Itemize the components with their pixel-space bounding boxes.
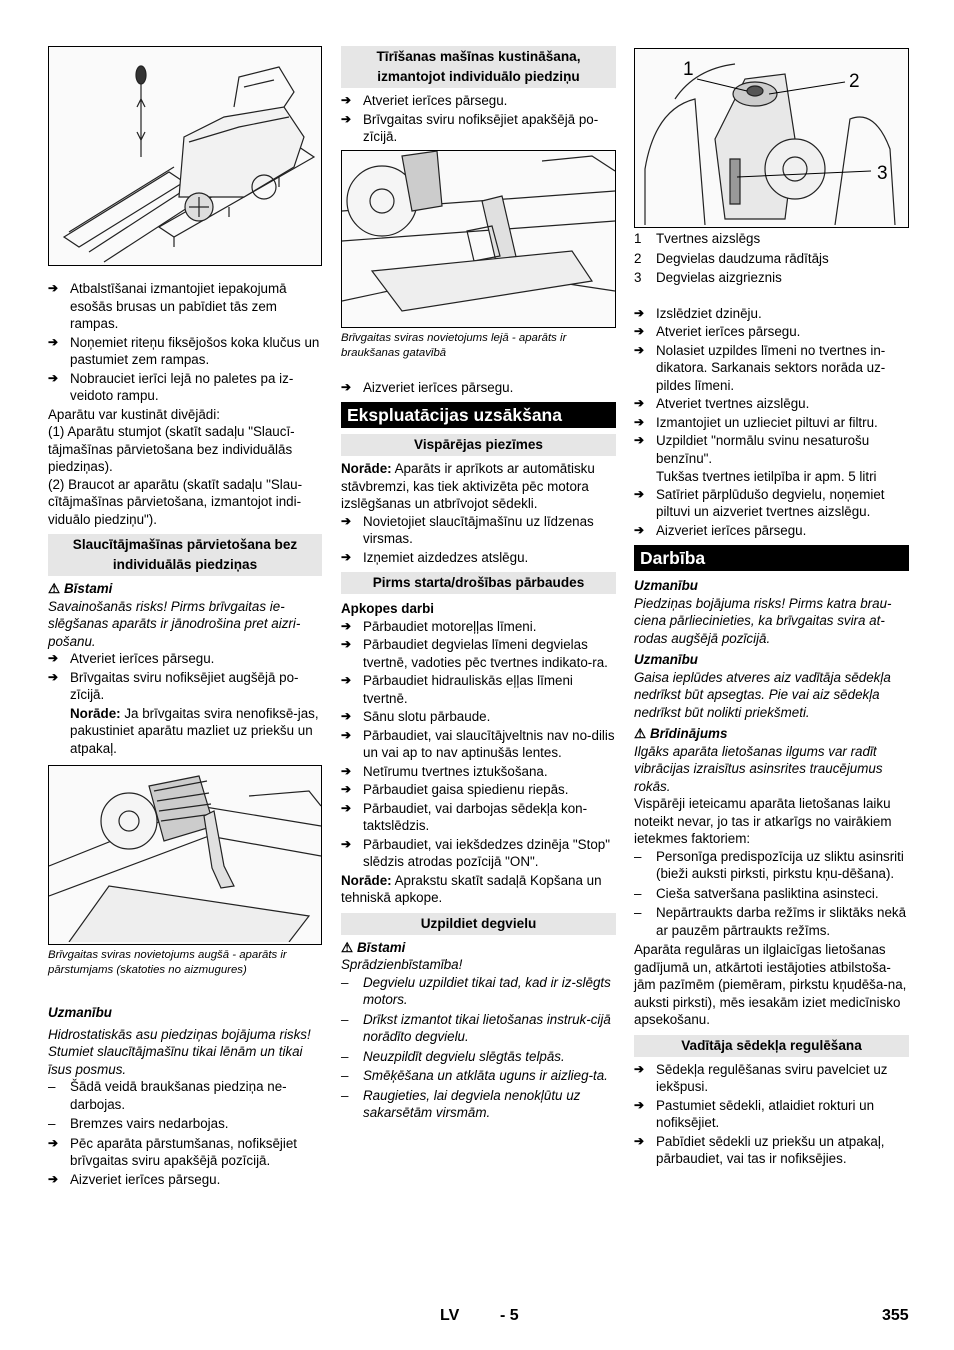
warning-heading [634,725,909,743]
paragraph-vibration: Vispārēji ieteicamu aparāta lietošanas laiku noteikt nevar, jo tas ir atkarīgs no vairākiem ietekmes faktoriem: [634,796,892,846]
list-item: – Drīkst izmantot tikai lietošanas instruk-cijā norādīto degvielu. [341,1011,616,1046]
column-1 [48,46,322,1189]
list-item: ➔ Atveriet ierīces pārsegu. [634,323,909,341]
list-item: ➔ Atveriet ierīces pārsegu. [48,650,322,668]
figure-fuel-tank [634,48,909,228]
paragraph-medical: Aparāta regulāras un ilglaicīgas lietošanas gadījumā un, atkārtoti iestājoties atbilstoša-jām pazīmēm (piemēram, pirkstu kņudēša-na, auksti pirksti), mēs iesakām iziet medicīnisko apsekošanu. [634,942,907,1027]
list-item: ➔ Satīriet pārplūdušo degvielu, noņemiet piltuvi un aizveriet tvertnes aizslēgu. [634,486,909,521]
list-item: ➔ Pārbaudiet, vai slaucītājveltnis nav no-dilis un vai ap to nav aptinušās lentes. [341,727,616,762]
legend-number: 2 [634,250,642,266]
legend-text: Degvielas daudzuma rādītājs [656,250,829,266]
list-item: ➔ Aizveriet ierīces pārsegu. [48,1171,322,1189]
list-item: ➔ Noņemiet riteņu fiksējošos koka klučus un pastumiet zem rampas. [48,334,322,369]
list-item: ➔ Izmantojiet un uzlieciet piltuvi ar filtru. [634,414,909,432]
caution-label: Uzmanību [48,1005,112,1020]
caution-label: Uzmanību [634,652,698,667]
note-label: Norāde: [70,705,121,721]
heading-fuel: Uzpildiet degvielu [341,913,616,935]
danger-text: Sprādzienbīstamība! [341,957,463,972]
list-item: ➔ Atbalstīšanai izmantojiet iepakojumā esošās brusas un pabīdiet tās zem rampas. [48,280,322,333]
note-text: Ja brīvgaitas svira nenofiksē-jas, pakustiniet aparātu mazliet uz priekšu un atpakaļ. [70,705,319,756]
note [48,705,322,758]
list-item: ➔ Izslēdziet dzinēju. [634,305,909,323]
heading-move-without-drive: Slaucītājmašīnas pārvietošana bez individuālās piedziņas [48,534,322,576]
caution-text-2: Stumiet slaucītājmašīnu tikai lēnām un tikai īsus posmus. [48,1044,303,1077]
list-item: ➔ Netīrumu tvertnes iztukšošana. [341,763,616,781]
legend-item [634,269,909,287]
lever-up-illustration [49,766,321,942]
list-item: ➔ Pārbaudiet, vai iekšdedzes dzinēja "Stop" slēdzis atrodas pozīcijā "ON". [341,836,616,871]
warning-text: Ilgāks aparāta lietošanas ilgums var radīt vibrācijas izraisītus asinsrites traucējumus rokās. [634,743,883,794]
list-item: – Bremzes vairs nedarbojas. [48,1115,322,1133]
ramp-illustration [49,47,321,263]
footer-language: LV [440,1307,460,1324]
legend-text: Tvertnes aizslēgs [656,231,761,246]
list-item: ➔ Pabīdiet sēdekli uz priekšu un atpakaļ, pārbaudiet, vai tas ir nofiksējies. [634,1133,909,1168]
danger-label: Bīstami [357,939,406,955]
heading-operation: Darbība [634,545,909,571]
paragraph-way-2: (2) Braucot ar aparātu (skatīt sadaļu "Slau-cītājmašīnas pārvietošana, izmantojot indi-viduālo piedziņu"). [48,476,303,527]
legend-item [634,230,909,248]
tank-volume: Tukšas tvertnes ietilpība ir apm. 5 litri [656,469,877,484]
figure-label-2: 2 [849,71,860,92]
note [341,460,616,513]
caution-text: Gaisa ieplūdes atveres aiz vadītāja sēdekļa nedrīkst būt apsegtas. Pie vai aiz sēdekļa nedrīkst būt nolikti priekšmeti. [634,669,891,720]
list-item: ➔ Pastumiet sēdekli, atlaidiet rokturi un nofiksējiet. [634,1097,909,1132]
list-item: – Cieša satveršana pasliktina asinsteci. [634,885,909,903]
legend-number: 3 [634,270,642,285]
danger-text: Savainošanās risks! Pirms brīvgaitas ie-slēgšanas aparāts ir jānodrošina pret aizri-pošanu. [48,598,301,649]
figure-lever-down [341,150,616,328]
note-2 [341,872,616,907]
list-item: ➔ Sānu slotu pārbaude. [341,708,616,726]
legend-text: Degvielas aizgrieznis [656,270,782,285]
list-item: ➔ Brīvgaitas sviru nofiksējiet apakšējā po-zīcijā. [341,111,616,146]
paragraph-way-1: (1) Aparātu stumjot (skatīt sadaļu "Slaucī-tājmašīnas pārvietošana bez individuālās piedziņas). [48,424,295,474]
list-item: ➔ Pārbaudiet motoreļļas līmeni. [341,618,616,636]
column-3 [634,48,909,1169]
list-item: ➔ Sēdekļa regulēšanas sviru pavelciet uz iekšpusi. [634,1061,909,1096]
note-text: Aparāts ir aprīkots ar automātisku stāvbremzi, kas tiek aktivizēta pēc motora izslēgšanas un atbrīvojot sēdekli. [341,461,595,511]
column-2 [341,46,616,1124]
maintenance-label: Apkopes darbi [341,601,435,616]
list-item: ➔ Atveriet ierīces pārsegu. [341,92,616,110]
footer-section-page: - 5 [500,1307,519,1324]
footer-page-number: 355 [882,1307,909,1324]
bullets-a [48,280,322,405]
list-item: – Degvielu uzpildiet tikai tad, kad ir iz-slēgts motors. [341,974,616,1009]
danger-heading [48,580,322,598]
figure-legend [634,230,909,287]
list-item: ➔ Aizveriet ierīces pārsegu. [341,379,616,397]
list-item: ➔ Aizveriet ierīces pārsegu. [634,522,909,540]
note-label: Norāde: [341,872,392,888]
caption-lever-down: Brīvgaitas sviras novietojums lejā - aparāts ir braukšanas gatavībā [341,331,567,359]
list-item: ➔ Brīvgaitas sviru nofiksējiet augšējā po-zīcijā. [48,669,322,704]
warning-triangle-icon: ⚠ [341,939,354,955]
list-item: – Nepārtraukts darba režīms ir sliktāks nekā ar pauzēm pārtraukts režīms. [634,904,909,939]
lever-down-illustration [342,151,615,325]
figure-ramp-unloading [48,46,322,266]
caution-text: Piedziņas bojājuma risks! Pirms katra brau-ciena pārliecinieties, ka brīvgaitas svira at-rodas augšējā pozīcijā. [634,595,892,646]
warning-triangle-icon: ⚠ [48,581,61,596]
figure-lever-up [48,765,322,945]
caption-lever-up: Brīvgaitas sviras novietojums augšā - aparāts ir pārstumjams (skatoties no aizmugures) [48,949,287,976]
list-item: ➔ Atveriet tvertnes aizslēgu. [634,395,909,413]
list-item: ➔ Nolasiet uzpildes līmeni no tvertnes in-dikatora. Sarkanais sektors norāda uz-pildes līmeni. [634,342,909,395]
warning-label: Brīdinājums [650,726,728,741]
heading-move-with-drive: Tīrīšanas mašīnas kustināšana, izmantojot individuālo piedziņu [341,46,616,88]
list-item: ➔ Pārbaudiet hidrauliskās eļļas līmeni tvertnē. [341,672,616,707]
list-item: – Raugieties, lai degviela nenokļūtu uz sakarsētām virsmām. [341,1087,616,1122]
danger-label: Bīstami [64,581,113,596]
heading-safety-check: Pirms starta/drošības pārbaudes [341,572,616,594]
figure-label-3: 3 [877,163,888,184]
legend-number: 1 [634,231,642,246]
caution-label: Uzmanību [634,578,698,593]
list-item: ➔ Izņemiet aizdedzes atslēgu. [341,549,616,567]
caution-text-1: Hidrostatiskās asu piedziņas bojājuma risks! [48,1026,311,1042]
list-item: ➔ Pārbaudiet gaisa spiedienu riepās. [341,781,616,799]
legend-item [634,250,909,268]
paragraph-ways: Aparātu var kustināt divējādi: [48,406,220,422]
bullets-a [634,305,909,468]
list-item: – Šādā veidā braukšanas piedziņa ne-darbojas. [48,1078,322,1113]
list-item: – Personīga predispozīcija uz sliktu asinsriti (bieži auksti pirksti, pirkstu kņu-dēšana). [634,848,909,883]
list-item: ➔ Novietojiet slaucītājmašīnu uz līdzenas virsmas. [341,513,616,548]
heading-startup: Ekspluatācijas uzsākšana [341,402,616,428]
list-item: – Smēķēšana un atklāta uguns ir aizlieg-ta. [341,1067,616,1085]
list-item: ➔ Pārbaudiet degvielas līmeni degvielas tvertnē, vadoties pēc tvertnes indikato-ra. [341,636,616,671]
note-text: Aprakstu skatīt sadaļā Kopšana un tehniskā apkope. [341,872,602,905]
heading-seat-adjust: Vadītāja sēdekļa regulēšana [634,1035,909,1057]
list-item: – Neuzpildīt degvielu slēgtās telpās. [341,1048,616,1066]
note-label: Norāde: [341,461,392,476]
list-item: ➔ Nobrauciet ierīci lejā no paletes pa iz-veidoto rampu. [48,370,322,405]
warning-triangle-icon: ⚠ [634,726,647,741]
list-item: ➔ Uzpildiet "normālu svinu nesaturošu benzīnu". [634,432,909,467]
list-item: ➔ Pēc aparāta pārstumšanas, nofiksējiet brīvgaitas sviru apakšējā pozīcijā. [48,1135,322,1170]
danger-heading [341,939,616,957]
engine-illustration [635,49,908,225]
figure-label-1: 1 [683,59,694,80]
heading-general: Vispārējas piezīmes [341,434,616,456]
list-item: ➔ Pārbaudiet, vai darbojas sēdekļa kon-taktslēdzis. [341,800,616,835]
